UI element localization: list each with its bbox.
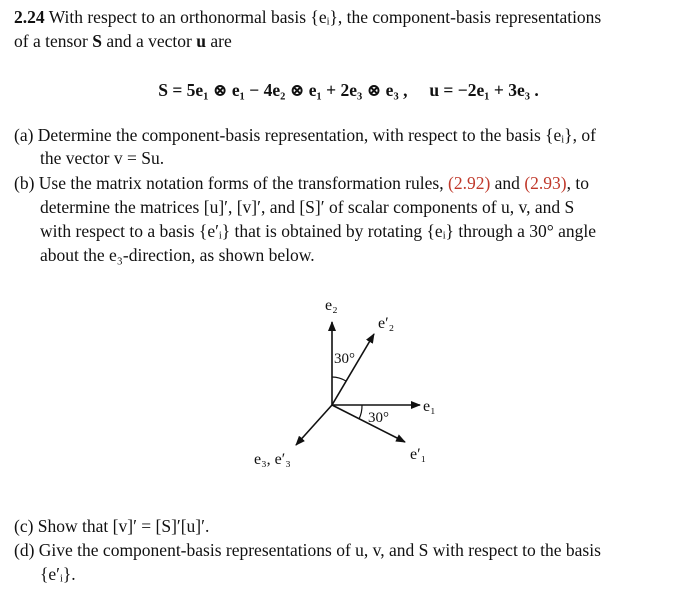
angle-arc-top (332, 377, 346, 381)
part-b-line2: determine the matrices [u]′, [v]′, and [S]′ of scalar components of u, v, and S (40, 197, 575, 217)
problem-statement-line2 (14, 30, 686, 53)
label-e2: e₂ (325, 297, 338, 314)
problem-statement-line1 (14, 6, 686, 29)
part-b-text-2: and (490, 173, 525, 193)
equation-ref-2-92[interactable]: (2.92) (448, 173, 491, 193)
part-a-line1: (a) Determine the component-basis representation, with respect to the basis {eᵢ}, of (14, 125, 596, 145)
e3-axis-arrow (296, 405, 332, 445)
angle-label-bottom: 30° (368, 410, 389, 426)
label-e1-prime: e′₁ (410, 446, 427, 463)
statement-text-2b: and a vector (101, 31, 197, 51)
equation-ref-2-93[interactable]: (2.93) (524, 173, 567, 193)
angle-label-top: 30° (334, 351, 355, 367)
part-a-line2: the vector v = Su. (40, 148, 165, 168)
part-c-line1: (c) Show that [v]′ = [S]′[u]′. (14, 516, 210, 536)
problem-number: 2.24 (14, 7, 45, 27)
part-b-line1 (14, 172, 686, 195)
part-b-line3: with respect to a basis {e′ᵢ} that is obtained by rotating {eᵢ} through a 30° angle (40, 221, 597, 241)
vector-symbol: u (196, 31, 206, 51)
angle-arc-bottom (359, 405, 362, 419)
vector-equation: u = −2e₁ + 3e₃ . (429, 80, 539, 100)
statement-text-2a: of a tensor (14, 31, 93, 51)
tensor-equation: S = 5e₁ ⊗ e₁ − 4e₂ ⊗ e₁ + 2e₃ ⊗ e₃ , (158, 80, 408, 100)
label-e2-prime: e′₂ (378, 315, 395, 332)
part-b-text-3: , to (566, 173, 589, 193)
tensor-symbol: S (92, 31, 102, 51)
statement-text-2c: are (205, 31, 232, 51)
part-d-line1: (d) Give the component-basis representations of u, v, and S with respect to the basis (14, 540, 601, 560)
label-e1: e₁ (423, 398, 436, 415)
part-b-text-1: (b) Use the matrix notation forms of the transformation rules, (14, 173, 448, 193)
part-b-line4: about the e₃-direction, as shown below. (40, 245, 315, 265)
part-d-line2: {e′ᵢ}. (40, 564, 76, 584)
display-equation (0, 79, 697, 102)
rotation-diagram (250, 290, 440, 475)
statement-text-1: With respect to an orthonormal basis {eᵢ}, the component-basis representations (48, 7, 602, 27)
label-e3: e₃, e′₃ (254, 451, 291, 468)
